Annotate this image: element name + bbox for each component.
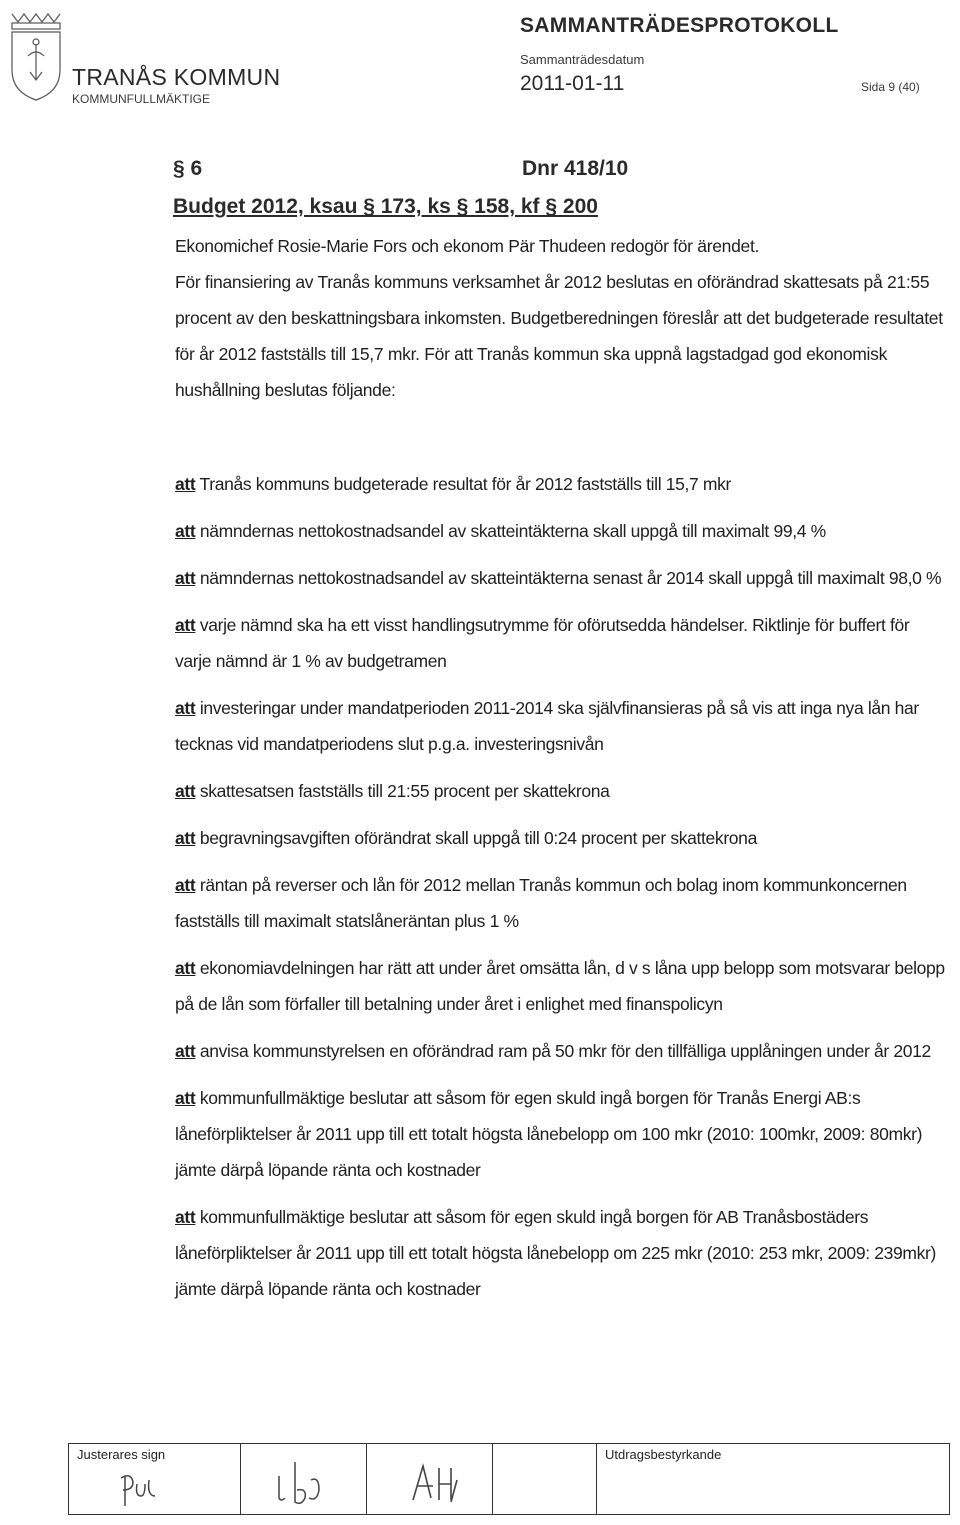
att-prefix: att xyxy=(175,781,196,801)
decision-text: nämndernas nettokostnadsandel av skatteintäkterna skall uppgå till maximalt 99,4 % xyxy=(195,521,826,541)
decision-text: kommunfullmäktige beslutar att såsom för egen skuld ingå borgen för AB Tranåsbostäders låneförpliktelser år 2011 upp till ett totalt högsta lånebelopp om 225 mkr (2010: 253 mkr, 2009: 239mkr) jämte därpå löpande ränta och kostnader xyxy=(175,1207,936,1299)
decision-item xyxy=(175,773,950,809)
decision-text: varje nämnd ska ha ett visst handlingsutrymme för oförutsedda händelser. Riktlinje för buffert för varje nämnd är 1 % av budgetramen xyxy=(175,615,910,671)
att-prefix: att xyxy=(175,698,196,718)
decision-item xyxy=(175,1080,950,1188)
att-prefix: att xyxy=(175,875,196,895)
decision-item xyxy=(175,1199,950,1307)
decision-item xyxy=(175,950,950,1022)
decision-text: räntan på reverser och lån för 2012 mellan Tranås kommun och bolag inom kommunkoncernen fastställs till maximalt statslåneräntan plus 1 % xyxy=(175,875,907,931)
att-prefix: att xyxy=(175,568,196,588)
decision-item xyxy=(175,867,950,939)
decision-item xyxy=(175,466,950,502)
decision-list xyxy=(175,466,950,1318)
att-prefix: att xyxy=(175,521,196,541)
paragraph-number: § 6 xyxy=(173,157,203,180)
decision-item xyxy=(175,560,950,596)
signature-label: Justerares sign xyxy=(77,1447,166,1462)
att-prefix: att xyxy=(175,1088,196,1108)
intro-line: Ekonomichef Rosie-Marie Fors och ekonom Pär Thudeen redogör för ärendet. xyxy=(175,236,760,256)
signature-cell xyxy=(69,1444,241,1514)
decision-text: ekonomiavdelningen har rätt att under året omsätta lån, d v s låna upp belopp som motsvarar belopp på de lån som förfaller till betalning under året i enlighet med finanspolicyn xyxy=(175,958,945,1014)
signature-cell xyxy=(367,1444,493,1514)
organization-department: KOMMUNFULLMÄKTIGE xyxy=(72,92,211,106)
organization-name: TRANÅS KOMMUN xyxy=(72,64,281,90)
att-prefix: att xyxy=(175,828,196,848)
att-prefix: att xyxy=(175,1041,196,1061)
decision-text: begravningsavgiften oförändrat skall uppgå till 0:24 procent per skattekrona xyxy=(195,828,757,848)
decision-item xyxy=(175,690,950,762)
signature-box xyxy=(68,1443,950,1515)
att-prefix: att xyxy=(175,615,196,635)
signature-ah xyxy=(407,1460,467,1506)
decision-text: kommunfullmäktige beslutar att såsom för egen skuld ingå borgen för Tranås Energi AB:s låneförpliktelser år 2011 upp till ett totalt högsta lånebelopp om 100 mkr (2010: 100mkr, 2009: 80mkr) jämte därpå löpande ränta och kostnader xyxy=(175,1088,923,1180)
municipality-crest-logo xyxy=(6,10,66,108)
decision-item xyxy=(175,513,950,549)
decision-item xyxy=(175,1033,950,1069)
att-prefix: att xyxy=(175,958,196,978)
intro-text xyxy=(175,228,945,408)
signature-cell xyxy=(241,1444,367,1514)
decision-text: nämndernas nettokostnadsandel av skatteintäkterna senast år 2014 skall uppgå till maximalt 98,0 % xyxy=(195,568,942,588)
decision-text: Tranås kommuns budgeterade resultat för år 2012 fastställs till 15,7 mkr xyxy=(195,474,732,494)
section-title: Budget 2012, ksau § 173, ks § 158, kf § 200 xyxy=(173,195,598,218)
signature-cell xyxy=(493,1444,597,1514)
meeting-date-label: Sammanträdesdatum xyxy=(520,52,645,67)
page-number: Sida 9 (40) xyxy=(861,80,920,94)
decision-item xyxy=(175,607,950,679)
decision-text: investeringar under mandatperioden 2011-2014 ska självfinansieras på så vis att inga nya lån har tecknas vid mandatperiodens slut p.g.a. investeringsnivån xyxy=(175,698,919,754)
decision-text: anvisa kommunstyrelsen en oförändrad ram på 50 mkr för den tillfälliga upplåningen under år 2012 xyxy=(195,1041,931,1061)
decision-item xyxy=(175,820,950,856)
extract-cell xyxy=(597,1444,949,1514)
meeting-date: 2011-01-11 xyxy=(520,72,625,95)
extract-label: Utdragsbestyrkande xyxy=(605,1447,722,1462)
document-type: SAMMANTRÄDESPROTOKOLL xyxy=(520,14,839,37)
att-prefix: att xyxy=(175,474,196,494)
att-prefix: att xyxy=(175,1207,196,1227)
intro-paragraph: För finansiering av Tranås kommuns verksamhet år 2012 beslutas en oförändrad skattesats på 21:55 procent av den beskattningsbara inkomsten. Budgetberedningen föreslår att det budgeterade resultatet för år 2012 fastställs till 15,7 mkr. För att Tranås kommun ska uppnå lagstadgad god ekonomisk hushållning beslutas följande: xyxy=(175,272,943,400)
diary-number: Dnr 418/10 xyxy=(522,157,629,180)
decision-text: skattesatsen fastställs till 21:55 procent per skattekrona xyxy=(195,781,610,801)
signature-ib xyxy=(273,1458,333,1512)
signature-pm xyxy=(115,1470,175,1510)
